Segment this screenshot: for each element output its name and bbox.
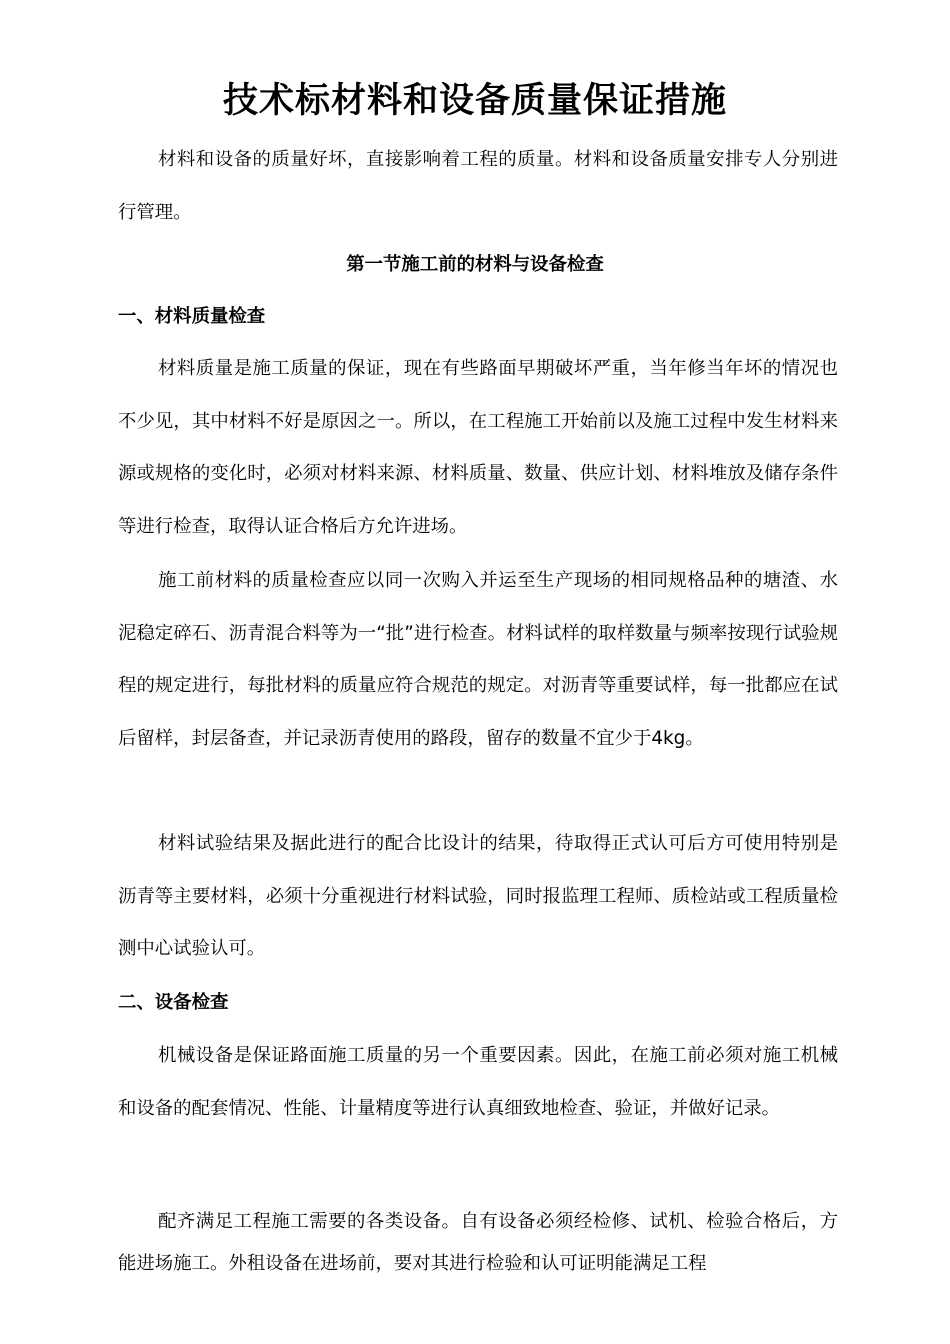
section-heading: 第一节施工前的材料与设备检查 [346,254,604,275]
material-paragraph-2: 施工前材料的质量检查应以同一次购入并运至生产现场的相同规格品种的塘渣、水泥稳定碎石、沥青混合料等为一“批”进行检查。材料试样的取样数量与频率按现行试验规程的规定进行，每批材料的质量应符合规范的规定。对沥青等重要试样，每一批都应在试后留样，封层备查，并记录沥青使用的路段，留存的数量不宜少于4kg。 [118,570,838,750]
intro-paragraph: 材料和设备的质量好坏，直接影响着工程的质量。材料和设备质量安排专人分别进行管理。 [118,149,838,223]
equipment-check-heading: 二、设备检查 [118,992,229,1013]
material-check-heading: 一、材料质量检查 [118,306,266,327]
material-paragraph-3: 材料试验结果及据此进行的配合比设计的结果，待取得正式认可后方可使用特别是沥青等主要材料，必须十分重视进行材料试验，同时报监理工程师、质检站或工程质量检测中心试验认可。 [118,833,838,960]
document-title: 技术标材料和设备质量保证措施 [222,81,727,121]
equipment-paragraph-2: 配齐满足工程施工需要的各类设备。自有设备必须经检修、试机、检验合格后，方能进场施工。外租设备在进场前，要对其进行检验和认可证明能满足工程 [118,1211,838,1274]
material-paragraph-1: 材料质量是施工质量的保证，现在有些路面早期破坏严重，当年修当年坏的情况也不少见，其中材料不好是原因之一。所以，在工程施工开始前以及施工过程中发生材料来源或规格的变化时，必须对材料来源、材料质量、数量、供应计划、材料堆放及储存条件等进行检查，取得认证合格后方允许进场。 [118,358,838,538]
equipment-paragraph-1: 机械设备是保证路面施工质量的另一个重要因素。因此，在施工前必须对施工机械和设备的配套情况、性能、计量精度等进行认真细致地检查、验证，并做好记录。 [118,1045,838,1119]
